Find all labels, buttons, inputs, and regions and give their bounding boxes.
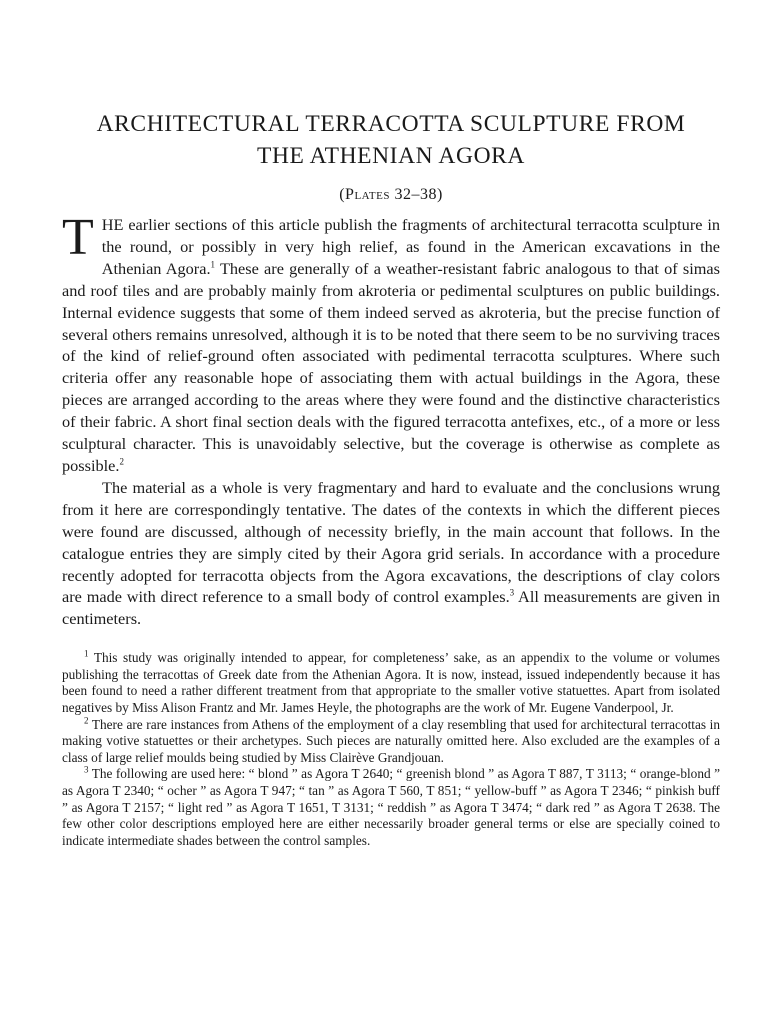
footnote-ref-1: 1 <box>210 259 216 270</box>
paragraph-2-text-a: The material as a whole is very fragmentary and hard to evaluate and the conclusions wrung from it here are correspondingly tentative. The dates of the contexts in which the different pieces were found are discussed, although of necessity briefly, in the main account that follows. In the catalogue entries they are simply cited by their Agora grid serials. In accordance with a procedure recently adopted for terracotta objects from the Agora excavations, the descriptions of clay colors are made with direct reference to a small body of control examples. <box>62 477 720 607</box>
footnote-ref-3: 3 <box>509 587 515 598</box>
footnote-2 <box>62 717 720 767</box>
paragraph-2-text-b: All measurements are given in centimeters. <box>62 587 720 629</box>
footnote-text: This study was originally intended to appear, for completeness’ sake, as an appendix to the volume or volumes publishing the terracottas of Greek date from the Athenian Agora. It is now, instead, issued independently because it has been found to need a rather different treatment from that appropriate to the smaller votive statuettes. Apart from isolated negatives by Miss Alison Frantz and Mr. James Heyle, the photographs are the work of Mr. Eugene Vanderpool, Jr. <box>62 650 720 715</box>
plates-open-paren: ( <box>339 186 346 203</box>
paragraph-2 <box>62 477 720 630</box>
paragraph-1-text-a: HE earlier sections of this article publish the fragments of architectural terracotta sculpture in the round, or possibly in very high relief, as found in the American excavations in the Athenian Agora. <box>101 215 720 278</box>
paragraph-1 <box>62 209 720 477</box>
footnote-1 <box>62 650 720 716</box>
article-page <box>62 108 720 849</box>
footnotes <box>62 650 720 849</box>
title-line-2: THE ATHENIAN AGORA <box>257 143 525 169</box>
footnote-number: 1 <box>84 648 89 659</box>
plates-reference <box>62 186 720 204</box>
paragraph-1-text-b: These are generally of a weather-resistant fabric analogous to that of simas and roof tiles and are probably mainly from akroteria or pedimental sculptures on public buildings. Internal evidence suggests that some of them indeed served as akroteria, but the precise function of several others remains unresolved, although it is to be noted that there seem to be no surviving traces of the kind of relief-ground often associated with pedimental terracotta sculptures. Where such criteria offer any reasonable hope of associating them with actual buildings in the Agora, these pieces are arranged according to the areas where they were found and the distinctive characteristics of their fabric. A short final section deals with the figured terracotta antefixes, etc., of a more or less sculptural character. This is unavoidably selective, but the coverage is otherwise as complete as possible. <box>62 258 720 475</box>
footnote-text: There are rare instances from Athens of the employment of a clay resembling that used for architectural terracottas in making votive statuettes or their archetypes. Such pieces are naturally omitted here. Also excluded are the examples of a class of large relief moulds being studied by Miss Clairève Grandjouan. <box>62 716 720 765</box>
title-line-1: ARCHITECTURAL TERRACOTTA SCULPTURE FROM <box>96 111 686 137</box>
article-title <box>62 108 720 172</box>
footnote-text: The following are used here: “ blond ” as Agora T 2640; “ greenish blond ” as Agora T 887, T 3113; “ orange-blond ” as Agora T 2340; “ ocher ” as Agora T 947; “ tan ” as Agora T 560, T 851; “ yellow-buff ” as Agora T 2346; “ pinkish buff ” as Agora T 2157; “ light red ” as Agora T 1651, T 3131; “ reddish ” as Agora T 3474; “ dark red ” as Agora T 2638. The few other color descriptions employed here are either necessarily broader general terms or else are specially coined to indicate intermediate shades between the control samples. <box>62 766 720 848</box>
footnote-3 <box>62 766 720 849</box>
drop-cap: T <box>62 209 94 266</box>
footnote-ref-2: 2 <box>119 456 124 467</box>
plates-close-paren: ) <box>436 186 443 203</box>
plates-label: Plates 32–38 <box>345 186 437 203</box>
footnote-number: 2 <box>84 715 89 726</box>
footnote-number: 3 <box>84 764 89 775</box>
